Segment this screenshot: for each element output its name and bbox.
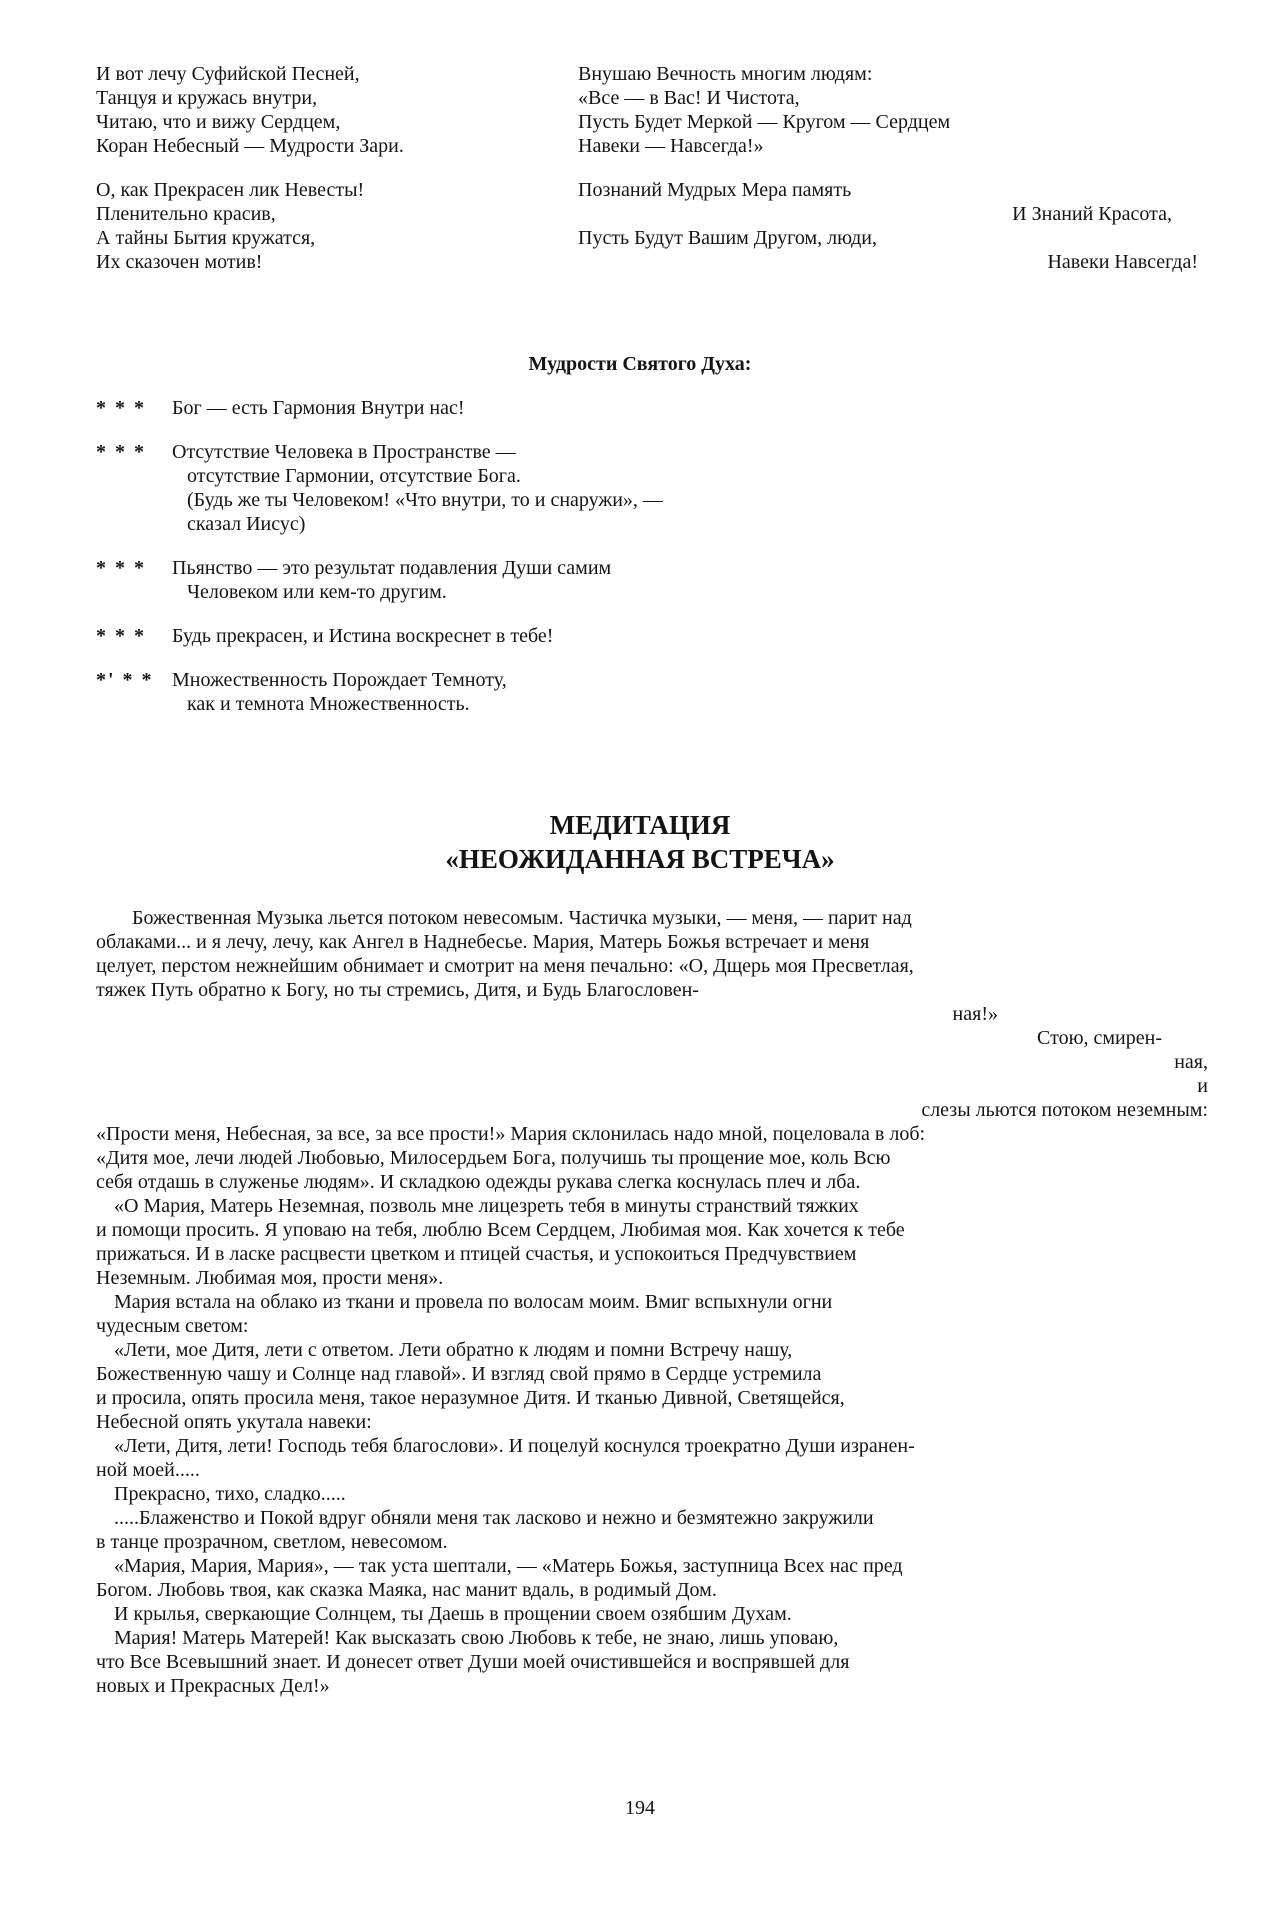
verse-line: Навеки Навсегда!	[1047, 251, 1198, 273]
verse-line: «Все — в Вас! И Чистота,	[578, 87, 800, 109]
asterism-marker: * * *	[96, 557, 146, 579]
prose-line: в танце прозрачном, светлом, невесомом.	[96, 1531, 448, 1553]
poem-right-stanza-1	[578, 62, 1198, 158]
prose-line: Мария! Матерь Матерей! Как высказать свою Любовь к тебе, не знаю, лишь уповаю,	[114, 1627, 839, 1649]
prose-line: ная,	[1174, 1051, 1208, 1073]
saying-line: Отсутствие Человека в Пространстве —	[172, 441, 516, 463]
saying-line: отсутствие Гармонии, отсутствие Бога.	[172, 465, 521, 487]
prose-line: новых и Прекрасных Дел!»	[96, 1675, 330, 1697]
verse-line: Пленительно красив,	[96, 203, 276, 225]
prose-line: Мария встала на облако из ткани и провела по волосам моим. Вмиг вспыхнули огни	[114, 1291, 833, 1313]
prose-line: и помощи просить. Я уповаю на тебя, люблю Всем Сердцем, Любимая моя. Как хочется к тебе	[96, 1219, 905, 1241]
page-number: 194	[625, 1797, 655, 1819]
saying-item	[96, 440, 996, 536]
wisdom-heading: Мудрости Святого Духа:	[528, 353, 752, 375]
saying-item	[96, 396, 996, 420]
poem-left-stanza-1	[96, 62, 556, 158]
asterism-marker: * * *	[96, 625, 146, 647]
poem-left-stanza-2	[96, 178, 556, 274]
verse-line: Коран Небесный — Мудрости Зари.	[96, 135, 404, 157]
verse-line: Пусть Будут Вашим Другом, люди,	[578, 227, 877, 249]
prose-line: Божественную чашу и Солнце над главой». И взгляд свой прямо в Сердце устремила	[96, 1363, 822, 1385]
prose-line: и просила, опять просила меня, такое неразумное Дитя. И тканью Дивной, Светящейся,	[96, 1387, 845, 1409]
verse-line: А тайны Бытия кружатся,	[96, 227, 316, 249]
verse-line: Пусть Будет Меркой — Кругом — Сердцем	[578, 111, 951, 133]
prose-line: и	[1197, 1075, 1208, 1097]
prose-line: ная!»	[952, 1003, 998, 1025]
prose-line: «Лети, Дитя, лети! Господь тебя благослови». И поцелуй коснулся троекратно Души изранен-	[114, 1435, 915, 1457]
prose-line: чудесным светом:	[96, 1315, 249, 1337]
meditation-title-line: МЕДИТАЦИЯ	[549, 810, 731, 840]
poem-right-column	[578, 62, 1198, 294]
prose-line: что Все Всевышний знает. И донесет ответ Души моей очистившейся и воспрявшей для	[96, 1651, 850, 1673]
sayings-list	[96, 396, 996, 736]
meditation-body	[96, 906, 1208, 1698]
saying-line: Пьянство — это результат подавления Души самим	[172, 557, 612, 579]
prose-line: «Дитя мое, лечи людей Любовью, Милосердьем Бога, получишь ты прощение мое, коль Всю	[96, 1147, 891, 1169]
prose-line: слезы льются потоком неземным:	[921, 1099, 1208, 1121]
prose-line: Стою, смирен-	[1037, 1027, 1162, 1049]
prose-line: целует, перстом нежнейшим обнимает и смотрит на меня печально: «О, Дщерь моя Пресветлая,	[96, 955, 914, 977]
prose-line: Прекрасно, тихо, сладко.....	[114, 1483, 346, 1505]
prose-line: «О Мария, Матерь Неземная, позволь мне лицезреть тебя в минуты странствий тяжких	[114, 1195, 859, 1217]
verse-line: И вот лечу Суфийской Песней,	[96, 63, 360, 85]
saying-item	[96, 668, 996, 716]
prose-line: «Прости меня, Небесная, за все, за все прости!» Мария склонилась надо мной, поцеловала в лоб:	[96, 1123, 926, 1145]
verse-line: Танцуя и кружась внутри,	[96, 87, 318, 109]
meditation-title-line: «НЕОЖИДАННАЯ ВСТРЕЧА»	[445, 844, 835, 874]
verse-line: Познаний Мудрых Мера память	[578, 179, 852, 201]
saying-item	[96, 624, 996, 648]
saying-item	[96, 556, 996, 604]
prose-line: облаками... и я лечу, лечу, как Ангел в Наднебесье. Мария, Матерь Божья встречает и меня	[96, 931, 870, 953]
asterism-marker: * * *	[96, 441, 146, 463]
meditation-title	[0, 808, 1280, 876]
verse-line: Навеки — Навсегда!»	[578, 135, 764, 157]
poem-right-stanza-2	[578, 178, 1198, 274]
saying-line: сказал Иисус)	[172, 513, 306, 535]
saying-line: Множественность Порождает Темноту,	[172, 669, 507, 691]
prose-line: прижаться. И в ласке расцвести цветком и птицей счастья, и успокоиться Предчувствием	[96, 1243, 857, 1265]
saying-line: Человеком или кем-то другим.	[172, 581, 447, 603]
asterism-marker: *' * *	[96, 669, 154, 691]
verse-line: О, как Прекрасен лик Невесты!	[96, 179, 365, 201]
poem-left-column	[96, 62, 556, 294]
saying-line: Бог — есть Гармония Внутри нас!	[172, 397, 465, 419]
prose-line: тяжек Путь обратно к Богу, но ты стремись, Дитя, и Будь Благословен-	[96, 979, 699, 1001]
prose-line: Неземным. Любимая моя, прости меня».	[96, 1267, 444, 1289]
saying-line: (Будь же ты Человеком! «Что внутри, то и снаружи», —	[172, 489, 663, 511]
verse-line: И Знаний Красота,	[1012, 203, 1172, 225]
prose-line: себя отдашь в служенье людям». И складкою одежды рукава слегка коснулась плеч и лба.	[96, 1171, 861, 1193]
verse-line: Читаю, что и вижу Сердцем,	[96, 111, 341, 133]
prose-line: ной моей.....	[96, 1459, 200, 1481]
verse-line: Внушаю Вечность многим людям:	[578, 63, 873, 85]
prose-line: И крылья, сверкающие Солнцем, ты Даешь в прощении своем озябшим Духам.	[114, 1603, 792, 1625]
verse-line: Их сказочен мотив!	[96, 251, 263, 273]
prose-line: Небесной опять укутала навеки:	[96, 1411, 372, 1433]
prose-line: Божественная Музыка льется потоком невесомым. Частичка музыки, — меня, — парит над	[132, 907, 912, 929]
prose-line: «Мария, Мария, Мария», — так уста шептали, — «Матерь Божья, заступница Всех нас пред	[114, 1555, 903, 1577]
prose-line: Богом. Любовь твоя, как сказка Маяка, нас манит вдаль, в родимый Дом.	[96, 1579, 717, 1601]
asterism-marker: * * *	[96, 397, 146, 419]
saying-line: Будь прекрасен, и Истина воскреснет в тебе!	[172, 625, 554, 647]
prose-line: .....Блаженство и Покой вдруг обняли меня так ласково и нежно и безмятежно закружили	[114, 1507, 874, 1529]
saying-line: как и темнота Множественность.	[172, 693, 470, 715]
prose-line: «Лети, мое Дитя, лети с ответом. Лети обратно к людям и помни Встречу нашу,	[114, 1339, 793, 1361]
